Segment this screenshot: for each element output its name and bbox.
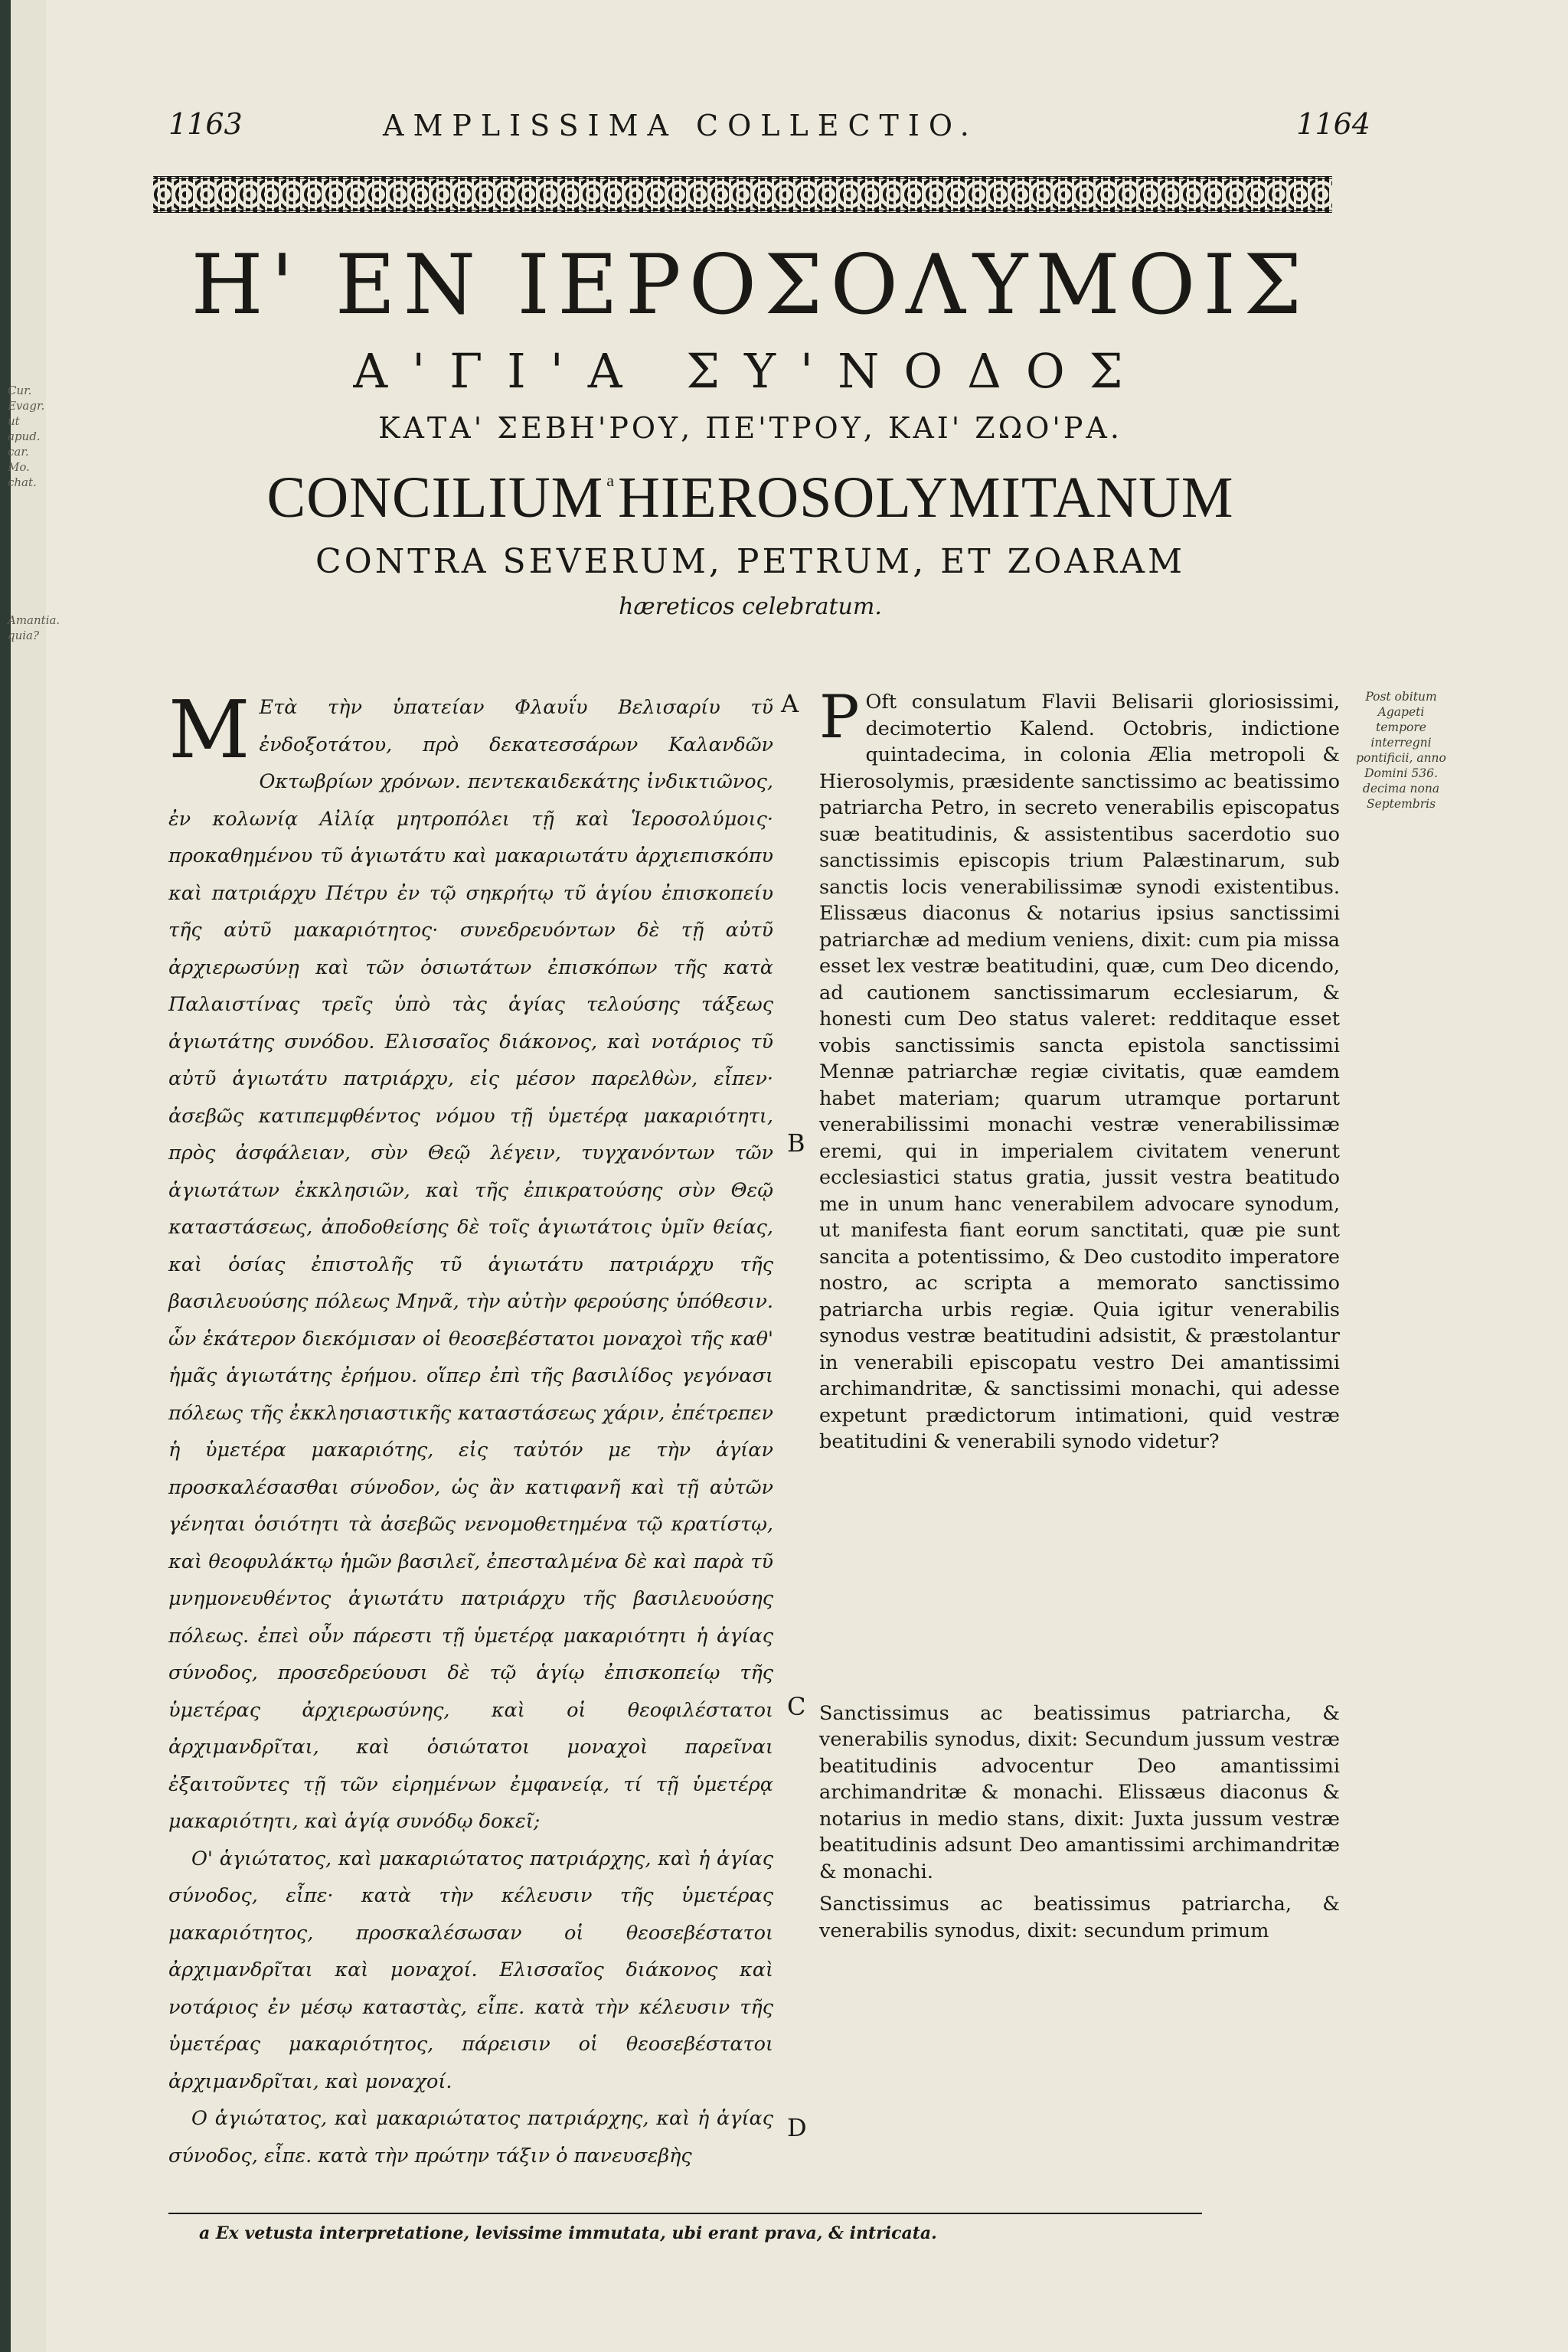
footnote-rule [168, 2213, 1202, 2214]
greek-paragraph: Ο ἁγιώτατος, καὶ μακαριώτατος πατριάρχης, καὶ ἡ ἁγίας σύνοδος, εἶπε. κατὰ τὴν πρώτην τάξιν ὁ πανευσεβὴς [168, 2107, 773, 2167]
page-number-right: 1164 [1296, 107, 1370, 141]
page-number-left: 1163 [168, 107, 243, 141]
footnote: a Ex vetusta interpretatione, levissime immutata, ubi erant prava, & intricata. [199, 2223, 937, 2243]
greek-subtitle-2: ΚΑΤΑ' ΣΕΒΗ'ΡΟΥ, ΠΕ'ΤΡΟΥ, ΚΑΙ' ΖΩΟ'ΡΑ. [378, 411, 1122, 445]
gutter-note: Cur. Evagr. ut apud. car. Mo. chat. [8, 384, 45, 489]
greek-paragraph-text: Ετὰ τὴν ὑπατείαν Φλαυΐυ Βελισαρίυ τῦ ἐνδοξοτάτου, πρὸ δεκατεσσάρων Καλανδῶν Οκτωβρίων χρόνων. πεντεκαιδεκάτης ἰνδικτιῶνος, ἐν κολωνίᾳ Αἰλίᾳ μητροπόλει τῇ καὶ Ἱεροσολύμοις· προκαθημένου τῦ ἁγιωτάτυ καὶ μακαριωτάτυ ἀρχιεπισκόπυ καὶ πατριάρχυ Πέτρυ ἐν τῷ σηκρήτῳ τῦ ἁγίου ἐπισκοπείυ τῆς αὐτῦ μακαριότητος· συνεδρευόντων δὲ τῇ αὐτῦ ἀρχιερωσύνῃ καὶ τῶν ὁσιωτάτων ἐπισκόπων τῆς κατὰ Παλαιστίνας τρεῖς ὑπὸ τὰς ἁγίας τελούσης τάξεως ἁγιωτάτης συνόδου. Ελισσαῖος διάκονος, καὶ νοτάριος τῦ αὐτῦ ἁγιωτάτυ πατριάρχυ, εἰς μέσον παρελθὼν, εἶπεν· ἀσεβῶς κατιπεμφθέντος νόμου τῇ ὑμετέρᾳ μακαριότητι, πρὸς ἀσφάλειαν, σὺν Θεῷ λέγειν, τυγχανόντων τῶν ἁγιωτάτων ἐκκλησιῶν, καὶ τῆς ἐπικρατούσης σὺν Θεῷ καταστάσεως, ἀποδοθείσης δὲ τοῖς ἁγιωτάτοις ὑμῖν θείας, καὶ ὁσίας ἐπιστολῆς τῦ ἁγιωτάτυ πατριάρχυ τῆς βασιλευούσης πόλεως Μηνᾶ, τὴν αὐτὴν φερούσης ὑπόθεσιν. ὧν ἑκάτερον διεκόμισαν οἱ θεοσεβέστατοι μοναχοὶ τῆς καθ' ἡμᾶς ἁγιωτάτης ἐρήμου. οἵπερ ἐπὶ τῆς βασιλίδος γεγόνασι πόλεως τῆς ἐκκλησιαστικῆς καταστάσεως χάριν, ἐπέτρεπεν ἡ ὑμετέρα μακαριότης, εἰς ταὐτόν με τὴν ἁγίαν προσκαλέσασθαι σύνοδον, ὡς ἂν κατιφανῆ καὶ τῇ αὐτῶν γένηται ὁσιότητι τὰ ἀσεβῶς νενομοθετημένα τῷ κρατίστῳ, καὶ θεοφυλάκτῳ ἡμῶν βασιλεῖ, ἐπεσταλμένα δὲ καὶ παρὰ τῦ μνημονευθέντος ἁγιωτάτυ πατριάρχυ τῆς βασιλευούσης πόλεως. ἐπεὶ οὖν πάρεστι τῇ ὑμετέρᾳ μακαριότητι ἡ ἁγίας σύνοδος, προσεδρεύουσι δὲ τῷ ἁγίῳ ἐπισκοπείῳ τῆς ὑμετέρας ἀρχιερωσύνης, καὶ οἱ θεοφιλέστατοι ἀρχιμανδρῖται, καὶ ὁσιώτατοι μοναχοὶ παρεῖναι ἐξαιτοῦντες τῇ τῶν εἰρημένων ἐμφανείᾳ, τί τῇ ὑμετέρᾳ μακαριότητι, καὶ ἁγίᾳ συνόδῳ δοκεῖ; [168, 696, 773, 1833]
margin-note: Post obitum Agapeti tempore interregni pontificii, anno Domini 536. decima nona Septembris [1356, 690, 1446, 811]
greek-column [168, 683, 773, 2174]
drop-cap: M [168, 683, 250, 776]
latin-subtitle: CONTRA SEVERUM, PETRUM, ET ZOARAM [315, 542, 1185, 581]
section-letter: C [787, 1692, 806, 1721]
latin-column [819, 683, 1340, 1944]
running-head [153, 100, 1370, 161]
latin-paragraph: Sanctissimus ac beatissimus patriarcha, & venerabilis synodus, dixit: secundum primum [819, 1893, 1340, 1942]
gutter-note: Amantia. quia? [8, 613, 60, 642]
drop-cap: P [819, 683, 860, 752]
latin-subtitle-3: hæreticos celebratum. [619, 593, 882, 620]
greek-subtitle: Α'ΓΙ'Α ΣΥ'ΝΟΔΟΣ [353, 343, 1148, 399]
ornament-band [153, 176, 1332, 213]
footnote-marker: a [606, 471, 615, 490]
greek-title: Η' ΕΝ ΙΕΡΟΣΟΛΥΜΟΙΣ [191, 237, 1310, 333]
binding-gutter [0, 0, 60, 2352]
latin-paragraph [819, 683, 1340, 1455]
greek-paragraph: Ο' ἁγιώτατος, καὶ μακαριώτατος πατριάρχης, καὶ ἡ ἁγίας σύνοδος, εἶπε· κατὰ τὴν κέλευσιν τῆς ὑμετέρας μακαριότητος, προσκαλέσωσαν οἱ θεοσεβέστατοι ἀρχιμανδρῖται καὶ μοναχοί. Ελισσαῖος διάκονος καὶ νοτάριος ἐν μέσῳ καταστὰς, εἶπε. κατὰ τὴν κέλευσιν τῆς ὑμετέρας μακαριότητος, πάρεισιν οἱ θεοσεβέστατοι ἀρχιμανδρῖται, καὶ μοναχοί. [168, 1847, 773, 2093]
latin-paragraph: Sanctissimus ac beatissimus patriarcha, & venerabilis synodus, dixit: Secundum jussum vestræ beatitudinis advocentur Deo amantissimi archimandritæ & monachi. Elissæus diaconus & notarius in medio stans, dixit: Juxta jussum vestræ beatitudinis adsunt Deo amantissimi archimandritæ & monachi. [819, 1701, 1340, 1883]
latin-title-a: CONCILIUM [266, 466, 604, 530]
section-letter: D [787, 2113, 807, 2142]
latin-title-b: HIEROSOLYMITANUM [617, 466, 1234, 530]
page [153, 100, 1446, 2259]
section-letter: B [787, 1129, 805, 1158]
latin-title [153, 465, 1348, 531]
section-letter: A [781, 689, 799, 718]
column-gap [819, 1455, 1340, 1700]
latin-paragraph-text: Oft consulatum Flavii Belisarii gloriosissimi, decimotertio Kalend. Octobris, indictione quintadecima, in colonia Ælia metropoli & Hierosolymis, præsidente sanctissimo ac beatissimo patriarcha Petro, in secreto venerabilis episcopatus suæ beatitudinis, & assistentibus sacerdotio suo sanctissimis episcopis trium Palæstinarum, sub sanctis locis venerabilissimæ synodi existentibus. Elissæus diaconus & notarius ipsius sanctissimi patriarchæ ad medium veniens, dixit: cum pia missa esset lex vestræ beatitudini, quæ, cum Deo dicendo, ad cautionem sanctissimarum ecclesiarum, & honesti cum Deo status valeret: redditaque esset vobis sanctissimis sancta epistola sanctissimi Mennæ patriarchæ regiæ civitatis, quæ eamdem habet materiam; quarum utramque portarunt venerabilissimi monachi vestræ venerabilissimæ eremi, qui in imperialem civitatem venerunt ecclesiastici status gratia, jussit vestra beatitudo me in unum hanc venerabilem advocare synodum, ut manifesta fiant eorum sanctitati, quæ pie sunt sancita a potentissimo, & Deo custodito imperatore nostro, ac scripta a memorato sanctissimo patriarcha urbis regiæ. Quia igitur venerabilis synodus vestræ beatitudini adsistit, & præstolantur in venerabili episcopatu vestro Dei amantissimi archimandritæ, & sanctissimi monachi, qui adesse expetunt prædictorum intimationi, quid vestræ beatitudini & venerabili synodo videtur? [819, 691, 1340, 1453]
text-columns [168, 683, 1446, 2182]
running-title: AMPLISSIMA COLLECTIO. [383, 109, 978, 142]
greek-paragraph [168, 683, 773, 1841]
